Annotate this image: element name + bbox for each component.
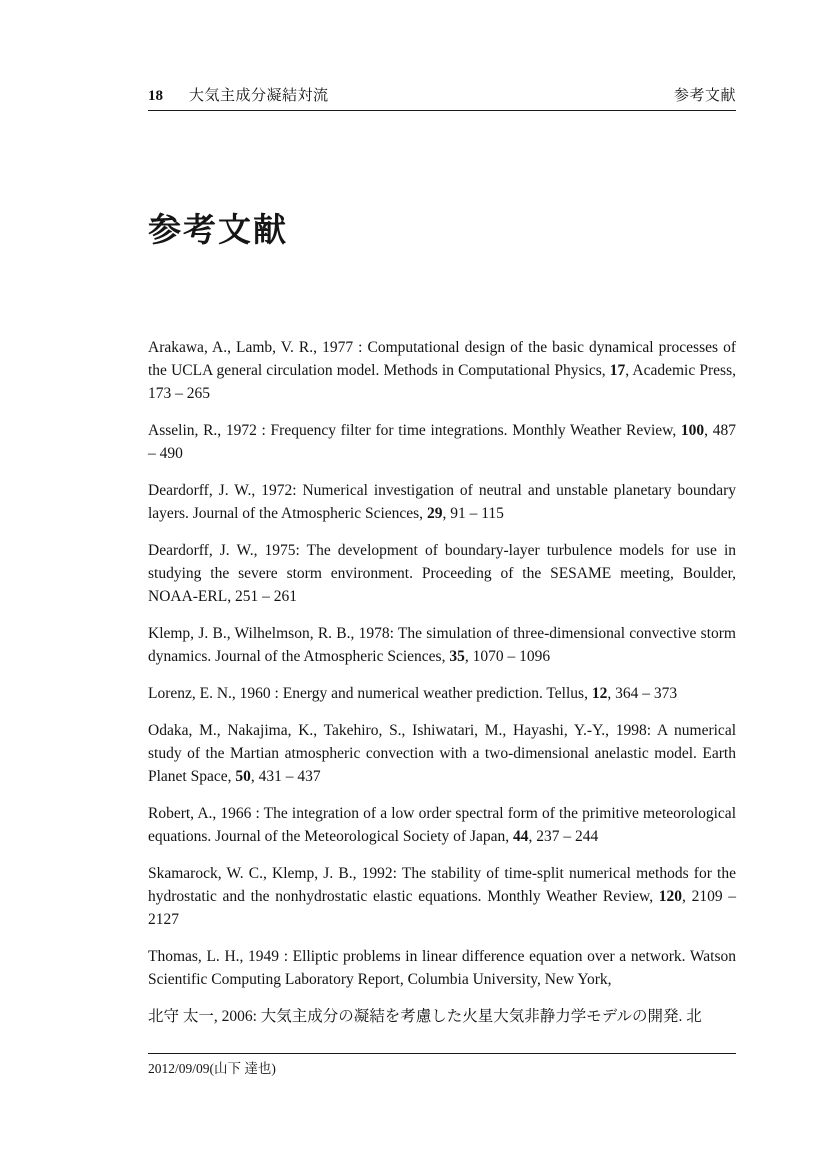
reference-entry: [148, 719, 736, 788]
reference-text-segment: , 364 – 373: [607, 685, 678, 702]
reference-text-segment: Odaka, M., Nakajima, K., Takehiro, S., Ishiwatari, M., Hayashi, Y.-Y., 1998: A numerical study of the Martian atmospheric convection with a two-dimensional anelastic model. Earth Planet Space,: [148, 722, 736, 785]
reference-entry: [148, 862, 736, 931]
reference-entry: [148, 539, 736, 608]
reference-text-segment: Robert, A., 1966 : The integration of a low order spectral form of the primitive meteorological equations. Journal of the Meteorological Society of Japan,: [148, 805, 736, 845]
reference-volume-number: 35: [449, 648, 465, 665]
reference-entry: [148, 622, 736, 668]
reference-text-segment: , 237 – 244: [528, 828, 599, 845]
reference-volume-number: 12: [591, 685, 608, 702]
reference-text-segment: , 487 – 490: [148, 422, 736, 462]
reference-text-segment: 北守 太一, 2006: 大気主成分の凝結を考慮した火星大気非静力学モデルの開発. 北: [148, 1008, 702, 1025]
reference-text-segment: Deardorff, J. W., 1972: Numerical investigation of neutral and unstable planetary boundary layers. Journal of the Atmospheric Sciences,: [148, 482, 736, 522]
running-header: [148, 87, 736, 111]
footer-date-author: 2012/09/09(山下 達也): [148, 1061, 276, 1076]
running-header-left-title: 大気主成分凝結対流: [189, 87, 329, 104]
reference-text-segment: Asselin, R., 1972 : Frequency filter for time integrations. Monthly Weather Review,: [148, 422, 681, 439]
reference-text-segment: , 1070 – 1096: [464, 648, 551, 665]
reference-volume-number: 120: [658, 888, 683, 905]
reference-volume-number: 17: [609, 362, 626, 379]
reference-volume-number: 50: [235, 768, 251, 785]
reference-text-segment: , 2109 – 2127: [148, 888, 736, 928]
page-number: 18: [148, 88, 163, 104]
reference-entry: [148, 945, 736, 991]
reference-entry: [148, 419, 736, 465]
reference-entry: [148, 479, 736, 525]
reference-text-segment: , 431 – 437: [250, 768, 321, 785]
reference-entry: [148, 1005, 736, 1028]
reference-text-segment: Arakawa, A., Lamb, V. R., 1977 : Computational design of the basic dynamical processes of the UCLA general circulation model. Methods in Computational Physics,: [148, 339, 736, 379]
reference-text-segment: , Academic Press, 173 – 265: [148, 362, 736, 402]
reference-text-segment: Lorenz, E. N., 1960 : Energy and numerical weather prediction. Tellus,: [148, 685, 592, 702]
reference-entry: [148, 336, 736, 405]
running-header-right-title: 参考文献: [673, 87, 736, 104]
page-content: [148, 0, 736, 1042]
reference-volume-number: 100: [680, 422, 705, 439]
reference-text-segment: Skamarock, W. C., Klemp, J. B., 1992: The stability of time-split numerical methods for the hydrostatic and the nonhydrostatic elastic equations. Monthly Weather Review,: [148, 865, 736, 905]
reference-entry: [148, 802, 736, 848]
reference-entry: [148, 682, 736, 705]
page-footer: [148, 1053, 736, 1077]
reference-text-segment: Thomas, L. H., 1949 : Elliptic problems in linear difference equation over a network. Watson Scientific Computing Laboratory Report, Columbia University, New York,: [148, 948, 736, 988]
reference-text-segment: , 91 – 115: [442, 505, 504, 522]
reference-text-segment: Klemp, J. B., Wilhelmson, R. B., 1978: The simulation of three-dimensional convective storm dynamics. Journal of the Atmospheric Sciences,: [148, 625, 736, 665]
references-list: [148, 336, 736, 1028]
reference-volume-number: 44: [513, 828, 529, 845]
chapter-title: 参考文献: [148, 211, 288, 248]
reference-volume-number: 29: [426, 505, 443, 522]
reference-text-segment: Deardorff, J. W., 1975: The development of boundary-layer turbulence models for use in studying the severe storm environment. Proceeding of the SESAME meeting, Boulder, NOAA-ERL, 251 – 261: [148, 542, 736, 605]
